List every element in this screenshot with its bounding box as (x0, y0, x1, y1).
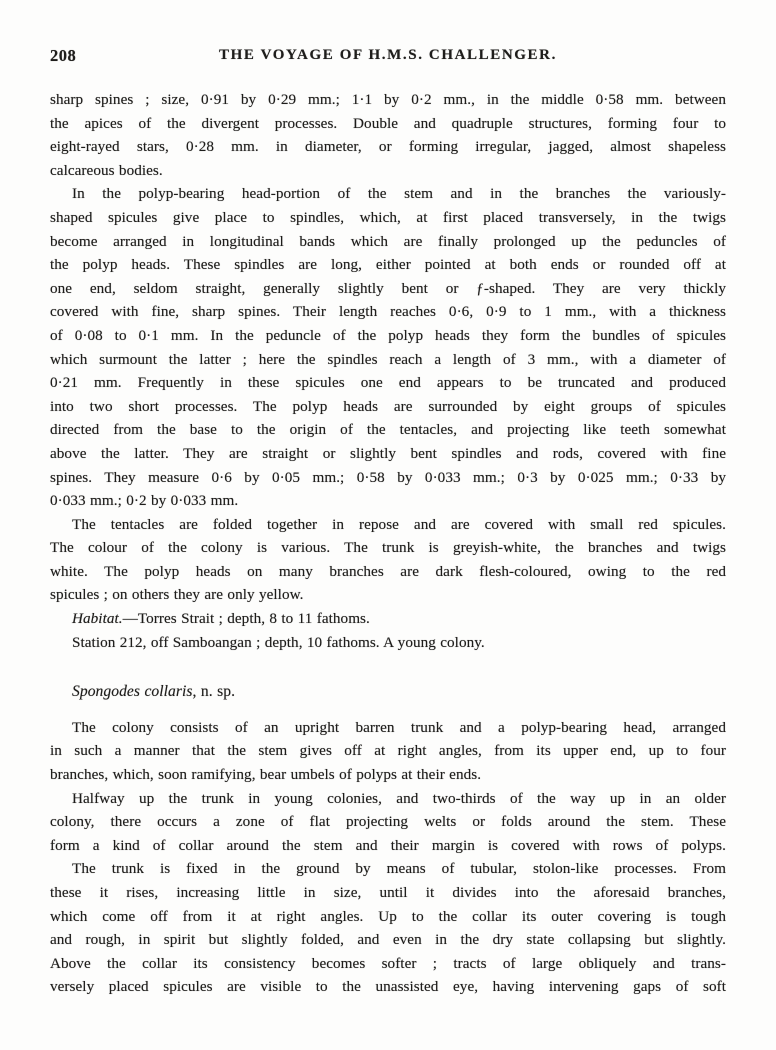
text-line: these it rises, increasing little in size, until it divides into the aforesaid branches, (50, 884, 726, 901)
text-line: The tentacles are folded together in repose and are covered with small red spicules. (72, 515, 726, 533)
text-line: colony, there occurs a zone of flat projecting welts or folds around the stem. These (50, 813, 726, 831)
text-line: The colony consists of an upright barren trunk and a polyp-bearing head, arranged (72, 718, 726, 736)
text-line: 0·033 mm.; 0·2 by 0·033 mm. (50, 492, 239, 510)
text-line: the polyp heads. These spindles are long, either pointed at both ends or rounded off at (50, 256, 726, 274)
text-line: Halfway up the trunk in young colonies, and two-thirds of the way up in an older (72, 789, 726, 807)
text-line: become arranged in longitudinal bands which are finally prolonged up the peduncles of (50, 232, 726, 250)
text-line: The colour of the colony is various. The trunk is greyish-white, the branches and twigs (50, 539, 726, 557)
paragraph-collar (50, 787, 726, 858)
text-line: spicules ; on others they are only yellow. (50, 586, 304, 604)
habitat-line (50, 607, 726, 631)
text-line: covered with fine, sharp spines. Their length reaches 0·6, 0·9 to 1 mm., with a thickness (50, 303, 726, 321)
page-text (50, 88, 726, 999)
running-title: THE VOYAGE OF H.M.S. CHALLENGER. (219, 47, 557, 63)
text-line: In the polyp-bearing head-portion of the stem and in the branches the variously- (72, 185, 726, 203)
text-line: white. The polyp heads on many branches are dark flesh-coloured, owing to the red (50, 562, 726, 580)
station-line (50, 631, 726, 655)
text-line: Above the collar its consistency becomes softer ; tracts of large obliquely and trans- (50, 954, 726, 972)
text-line (50, 680, 726, 704)
text-line: sharp spines ; size, 0·91 by 0·29 mm.; 1·1 by 0·2 mm., in the middle 0·58 mm. between (50, 91, 726, 108)
text-line: Station 212, off Samboangan ; depth, 10 fathoms. A young colony. (72, 633, 485, 651)
text-run: , n. sp. (192, 683, 236, 701)
page-number: 208 (50, 46, 77, 65)
text-line: into two short processes. The polyp heads are surrounded by eight groups of spicules (50, 397, 726, 415)
text-line: in such a manner that the stem gives off at right angles, from its upper end, up to four (50, 742, 726, 760)
italic-text: Spongodes collaris (72, 683, 193, 701)
paragraph-colony-form (50, 716, 726, 787)
text-line: branches, which, soon ramifying, bear umbels of polyps at their ends. (50, 766, 482, 784)
text-line: form a kind of collar around the stem and their margin is covered with rows of polyps. (50, 836, 726, 854)
paragraph-colour (50, 513, 726, 607)
text-run: —Torres Strait ; depth, 8 to 11 fathoms. (122, 610, 370, 628)
text-line: of 0·08 to 0·1 mm. In the peduncle of the polyp heads they form the bundles of spicules (50, 326, 726, 344)
text-line: shaped spicules give place to spindles, which, at first placed transversely, in the twigs (50, 208, 726, 226)
text-line (50, 607, 726, 631)
text-line: above the latter. They are straight or slightly bent spindles and rods, covered with fine (50, 444, 726, 462)
text-line: the apices of the divergent processes. Double and quadruple structures, forming four to (50, 114, 726, 132)
text-line: which come off from it at right angles. Up to the collar its outer covering is tough (50, 907, 726, 925)
text-line: 0·21 mm. Frequently in these spicules one end appears to be truncated and produced (50, 374, 726, 392)
paragraph-trunk (50, 857, 726, 999)
text-line: eight-rayed stars, 0·28 mm. in diameter, or forming irregular, jagged, almost shapeless (50, 138, 726, 156)
paragraph-spicule-sizes (50, 88, 726, 182)
italic-text: Habitat. (72, 610, 123, 628)
paragraph-spindles (50, 182, 726, 512)
text-line: The trunk is fixed in the ground by means of tubular, stolon-like processes. From (72, 860, 726, 878)
page-header (0, 46, 776, 68)
text-line: which surmount the latter ; here the spindles reach a length of 3 mm., with a diameter of (50, 350, 726, 368)
text-line: and rough, in spirit but slightly folded, and even in the dry state collapsing but slightly. (50, 931, 726, 949)
text-line: directed from the base to the origin of the tentacles, and projecting like teeth somewhat (50, 421, 726, 439)
text-line: versely placed spicules are visible to the unassisted eye, having intervening gaps of soft (50, 978, 726, 996)
text-line: one end, seldom straight, generally slightly bent or ƒ-shaped. They are very thickly (50, 279, 726, 297)
text-line: spines. They measure 0·6 by 0·05 mm.; 0·58 by 0·033 mm.; 0·3 by 0·025 mm.; 0·33 by (50, 468, 726, 486)
text-line: calcareous bodies. (50, 161, 163, 179)
species-heading (50, 680, 726, 704)
